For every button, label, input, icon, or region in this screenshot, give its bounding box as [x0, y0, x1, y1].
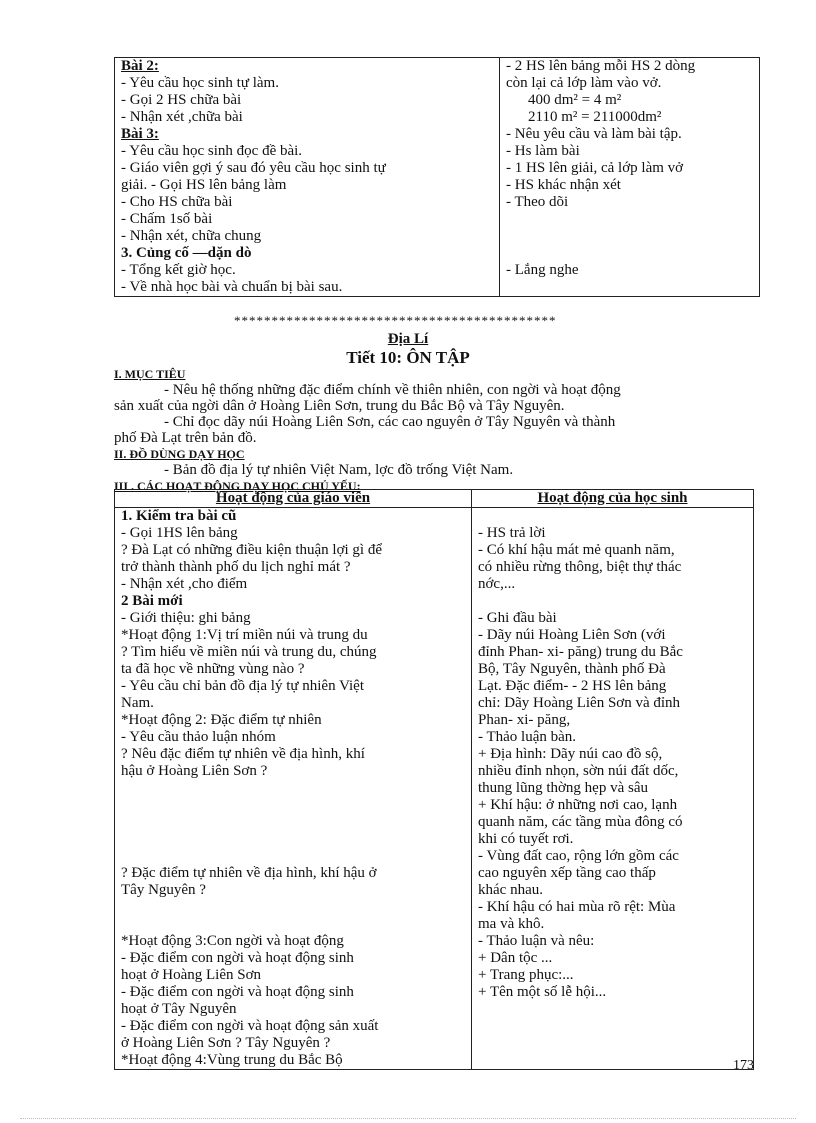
- text-line: Phan- xi- păng,: [478, 712, 571, 728]
- text-line: Bài 2:: [121, 58, 159, 74]
- header-teacher: Hoạt động của giáo viên: [115, 490, 472, 508]
- text-line: - Dãy núi Hoàng Liên Sơn (với: [478, 627, 666, 643]
- text-line: hoạt ở Tây Nguyên: [121, 1001, 237, 1017]
- text-line: [121, 899, 471, 916]
- text-line: khi có tuyết rơi.: [478, 831, 574, 847]
- text-line: cao nguyên xếp tầng cao thấp: [478, 865, 656, 881]
- text-line: + Khí hậu: ở những nơi cao, lạnh: [478, 797, 678, 813]
- text-line: Nam.: [121, 695, 154, 711]
- text-line: chỉ: Dãy Hoàng Liên Sơn và đỉnh: [478, 695, 681, 711]
- text-line: ? Tìm hiểu về miền núi và trung du, chúng: [121, 644, 377, 660]
- text-line: - Giới thiệu: ghi bảng: [121, 610, 251, 626]
- text-line: - Lắng nghe: [506, 262, 579, 278]
- text-line: - Gọi 2 HS chữa bài: [121, 92, 242, 108]
- text-line: hoạt ở Hoàng Liên Sơn: [121, 967, 262, 983]
- text-line: + Trang phục:...: [478, 967, 574, 983]
- text-line: đỉnh Phan- xi- păng) trung du Bắc: [478, 644, 683, 660]
- text-line: 400 dm² = 4 m²: [528, 92, 622, 108]
- text-line: - Nêu yêu cầu và làm bài tập.: [506, 126, 682, 142]
- text-line: - Giáo viên gợi ý sau đó yêu cầu học sinh tự: [121, 160, 386, 176]
- section-activities-title: III . CÁC HOẠT ĐỘNG DẠY HỌC CHỦ YẾU:: [114, 479, 361, 493]
- text-line: - Thảo luận và nêu:: [478, 933, 595, 949]
- text-line: - Chấm 1số bài: [121, 211, 213, 227]
- text-line: [121, 916, 471, 933]
- lesson-table-continued: [114, 57, 760, 297]
- text-line: - Yêu cầu học sinh tự làm.: [121, 75, 279, 91]
- text-line: - Nhận xét, chữa chung: [121, 228, 262, 244]
- activities-table: [114, 489, 754, 1070]
- text-line: - HS khác nhận xét: [506, 177, 621, 193]
- text-line: khác nhau.: [478, 882, 543, 898]
- text-line: - 1 HS lên giải, cả lớp làm vở: [506, 160, 684, 176]
- text-line: quanh năm, các tầng mùa đông có: [478, 814, 683, 830]
- text-line: ma và khô.: [478, 916, 545, 932]
- materials-line: - Bản đồ địa lý tự nhiên Việt Nam, lợc đồ trống Việt Nam.: [164, 462, 514, 478]
- text-line: hậu ở Hoàng Liên Sơn ?: [121, 763, 268, 779]
- text-line: - Vùng đất cao, rộng lớn gồm các: [478, 848, 679, 864]
- text-line: [121, 797, 471, 814]
- text-line: - Cho HS chữa bài: [121, 194, 233, 210]
- student-activities-column: [500, 58, 760, 297]
- text-line: - Hs làm bài: [506, 143, 580, 159]
- page-bottom-border: [20, 1118, 796, 1119]
- text-line: 1. Kiểm tra bài cũ: [121, 508, 237, 524]
- text-line: còn lại cả lớp làm vào vở.: [506, 75, 662, 91]
- text-line: - Nhận xét ,chữa bài: [121, 109, 243, 125]
- text-line: ? Đặc điểm tự nhiên về địa hình, khí hậu ở: [121, 865, 377, 881]
- text-line: trở thành thành phố du lịch nghỉ mát ?: [121, 559, 351, 575]
- text-line: giải. - Gọi HS lên bảng làm: [121, 177, 287, 193]
- text-line: [478, 593, 753, 610]
- text-line: - HS trả lời: [478, 525, 546, 541]
- text-line: - Có khí hậu mát mẻ quanh năm,: [478, 542, 675, 558]
- text-line: + Dân tộc ...: [478, 950, 553, 966]
- page-number: 173: [733, 1058, 754, 1073]
- student-column: [472, 508, 754, 1070]
- objective-line: phố Đà Lạt trên bản đồ.: [114, 430, 257, 446]
- section-materials-title: II. ĐỒ DÙNG DẠY HỌC: [114, 447, 245, 461]
- text-line: - Đặc điểm con ngời và hoạt động sinh: [121, 984, 354, 1000]
- text-line: - Tổng kết giờ học.: [121, 262, 236, 278]
- text-line: nhiều đỉnh nhọn, sờn núi đất dốc,: [478, 763, 679, 779]
- text-line: [121, 848, 471, 865]
- text-line: - Đặc điểm con ngời và hoạt động sản xuất: [121, 1018, 379, 1034]
- objective-line: - Chỉ đọc dãy núi Hoàng Liên Sơn, các cao nguyên ở Tây Nguyên và thành: [164, 414, 616, 430]
- text-line: [478, 508, 753, 525]
- text-line: *Hoạt động 1:Vị trí miền núi và trung du: [121, 627, 368, 643]
- text-line: [121, 814, 471, 831]
- text-line: - 2 HS lên bảng mỗi HS 2 dòng: [506, 58, 696, 74]
- text-line: *Hoạt động 3:Con ngời và hoạt động: [121, 933, 344, 949]
- text-line: - Nhận xét ,cho điểm: [121, 576, 248, 592]
- text-line: - Gọi 1HS lên bảng: [121, 525, 238, 541]
- text-line: [121, 831, 471, 848]
- text-line: + Địa hình: Dãy núi cao đồ sộ,: [478, 746, 663, 762]
- lesson-title: Tiết 10: ÔN TẬP: [346, 348, 470, 367]
- text-line: [506, 211, 759, 228]
- text-line: [121, 780, 471, 797]
- text-line: *Hoạt động 2: Đặc điểm tự nhiên: [121, 712, 322, 728]
- text-line: Tây Nguyên ?: [121, 882, 206, 898]
- text-line: + Tên một số lễ hội...: [478, 984, 607, 1000]
- text-line: - Đặc điểm con ngời và hoạt động sinh: [121, 950, 354, 966]
- text-line: - Thảo luận bàn.: [478, 729, 577, 745]
- text-line: [506, 245, 759, 262]
- teacher-column: [115, 508, 472, 1070]
- text-line: - Yêu cầu chỉ bản đồ địa lý tự nhiên Việt: [121, 678, 364, 694]
- text-line: thung lũng thờng hẹp và sâu: [478, 780, 648, 796]
- text-line: - Khí hậu có hai mùa rõ rệt: Mùa: [478, 899, 676, 915]
- objective-line: sản xuất của ngời dân ở Hoàng Liên Sơn, trung du Bắc Bộ và Tây Nguyên.: [114, 398, 565, 414]
- text-line: - Về nhà học bài và chuẩn bị bài sau.: [121, 279, 343, 295]
- text-line: Lạt. Đặc điểm- - 2 HS lên bảng: [478, 678, 667, 694]
- teacher-activities-column: [115, 58, 500, 297]
- text-line: nớc,...: [478, 576, 516, 592]
- text-line: ? Đà Lạt có những điều kiện thuận lợi gì để: [121, 542, 382, 558]
- text-line: 2 Bài mới: [121, 593, 183, 609]
- text-line: - Yêu cầu học sinh đọc đề bài.: [121, 143, 303, 159]
- lesson-intro: [114, 366, 764, 494]
- text-line: *Hoạt động 4:Vùng trung du Bắc Bộ: [121, 1052, 343, 1068]
- text-line: Bộ, Tây Nguyên, thành phố Đà: [478, 661, 666, 677]
- text-line: ở Hoàng Liên Sơn ? Tây Nguyên ?: [121, 1035, 331, 1051]
- text-line: 2110 m² = 211000dm²: [528, 109, 662, 125]
- section-objectives-title: I. MỤC TIÊU: [114, 367, 186, 381]
- separator-stars: *******************************************: [234, 313, 557, 328]
- text-line: có nhiều rừng thông, biệt thự thác: [478, 559, 682, 575]
- text-line: 3. Củng cố —dặn dò: [121, 245, 252, 261]
- text-line: - Yêu cầu thảo luận nhóm: [121, 729, 276, 745]
- text-line: - Ghi đầu bài: [478, 610, 557, 626]
- objective-line: - Nêu hệ thống những đặc điểm chính về thiên nhiên, con ngời và hoạt động: [164, 382, 621, 398]
- text-line: Bài 3:: [121, 126, 159, 142]
- text-line: [506, 228, 759, 245]
- header-student: Hoạt động của học sinh: [472, 490, 754, 508]
- subject-title: Địa Lí: [387, 331, 429, 347]
- text-line: ta đã học về những vùng nào ?: [121, 661, 305, 677]
- text-line: - Theo dõi: [506, 194, 569, 210]
- text-line: ? Nêu đặc điểm tự nhiên về địa hình, khí: [121, 746, 365, 762]
